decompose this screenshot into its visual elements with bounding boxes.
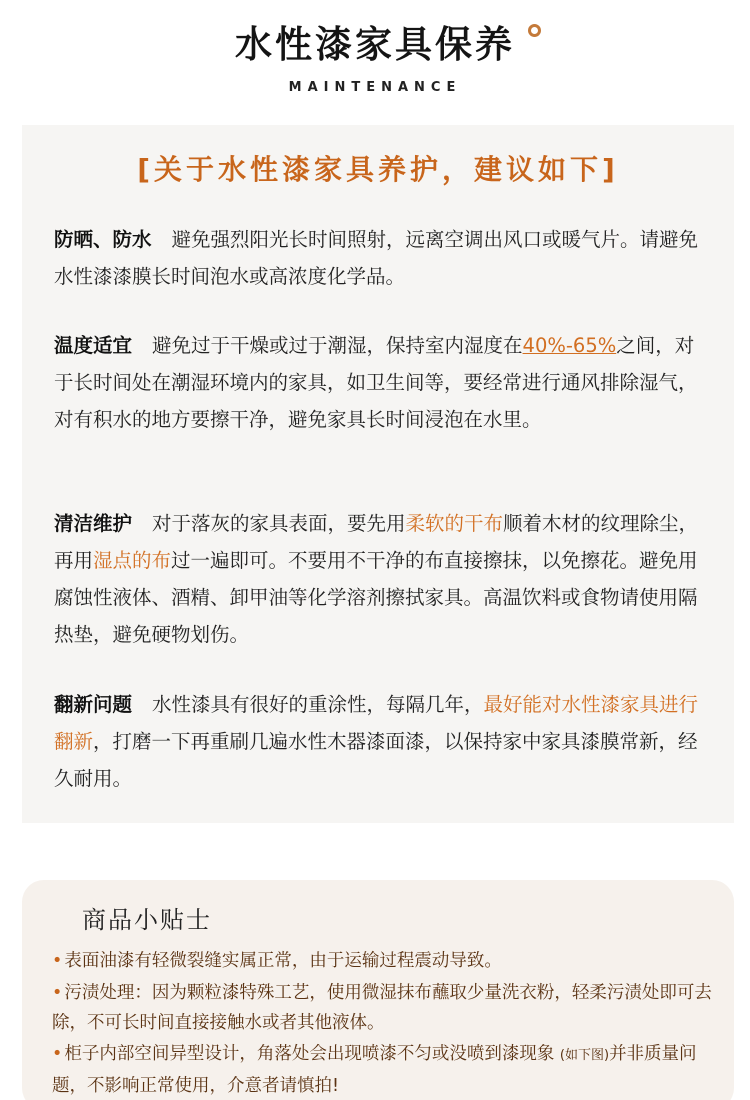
section-label: 防晒、防水 <box>54 228 152 251</box>
cleaning-section <box>54 505 709 653</box>
tip-text: 表面油漆有轻微裂缝实属正常，由于运输过程震动导致。 <box>64 951 502 971</box>
bullet-icon: • <box>52 951 63 971</box>
section-label: 温度适宜 <box>54 334 133 357</box>
decorative-circle-icon <box>528 24 541 37</box>
tip-text: 并非质量问题，不影响正常使用，介意者请慎拍! <box>52 1044 697 1096</box>
page-title <box>235 14 515 68</box>
tip-text: 柜子内部空间异型设计，角落处会出现喷漆不匀或没喷到漆现象 <box>64 1044 555 1064</box>
tips-panel <box>22 880 734 1100</box>
section-text: 避免过于干燥或过于潮湿，保持室内湿度在 <box>152 334 523 357</box>
section-text: ，打磨一下再重刷几遍水性木器漆面漆，以保持家中家具漆膜常新，经久耐用。 <box>54 730 698 790</box>
humidity-range-highlight: 40%-65% <box>522 334 617 357</box>
dry-cloth-highlight: 柔软的干布 <box>405 512 504 535</box>
section-text: 之间，对于长时间处在潮湿环境内的家具，如卫生间等，要经常进行通风排除湿气，对有积水的地方要擦干净，避免家具长时间浸泡在水里。 <box>54 334 698 431</box>
refresh-section <box>54 686 709 797</box>
sun-water-section <box>54 221 709 295</box>
bullet-icon: • <box>52 983 63 1003</box>
page-title-text: 水性漆家具保养 <box>235 23 515 66</box>
tip-note: (如下图) <box>559 1048 610 1063</box>
tip-item <box>52 978 722 1038</box>
section-text: 过一遍即可。不要用不干净的布直接擦抹，以免擦花。避免用腐蚀性液体、酒精、卸甲油等化学溶剂擦拭家具。高温饮料或食物请使用隔热垫，避免硬物划伤。 <box>54 549 698 646</box>
title-area <box>0 14 750 68</box>
section-text: 对于落灰的家具表面，要先用 <box>152 512 406 535</box>
refresh-highlight: 最好能对水性漆家具进行翻新 <box>54 693 699 753</box>
tips-title: 商品小贴士 <box>82 906 212 934</box>
page-subtitle: MAINTENANCE <box>288 80 462 95</box>
tip-text: 污渍处理：因为颗粒漆特殊工艺，使用微湿抹布蘸取少量洗衣粉，轻柔污渍处即可去除，不可长时间直接接触水或者其他液体。 <box>52 983 712 1033</box>
care-heading: [关于水性漆家具养护，建议如下] <box>137 153 619 186</box>
section-text: 水性漆具有很好的重涂性，每隔几年， <box>152 693 484 716</box>
tip-item <box>52 946 722 976</box>
humidity-section <box>54 327 709 438</box>
section-text: 避免强烈阳光长时间照射，远离空调出风口或暖气片。请避免水性漆漆膜长时间泡水或高浓度化学品。 <box>54 228 699 288</box>
section-label: 清洁维护 <box>54 512 133 535</box>
bullet-icon: • <box>52 1044 63 1064</box>
section-label: 翻新问题 <box>54 693 133 716</box>
damp-cloth-highlight: 湿点的布 <box>93 549 172 572</box>
care-panel <box>22 125 734 823</box>
section-text: 顺着木材的纹理除尘，再用 <box>54 512 699 572</box>
tip-item <box>52 1039 722 1100</box>
